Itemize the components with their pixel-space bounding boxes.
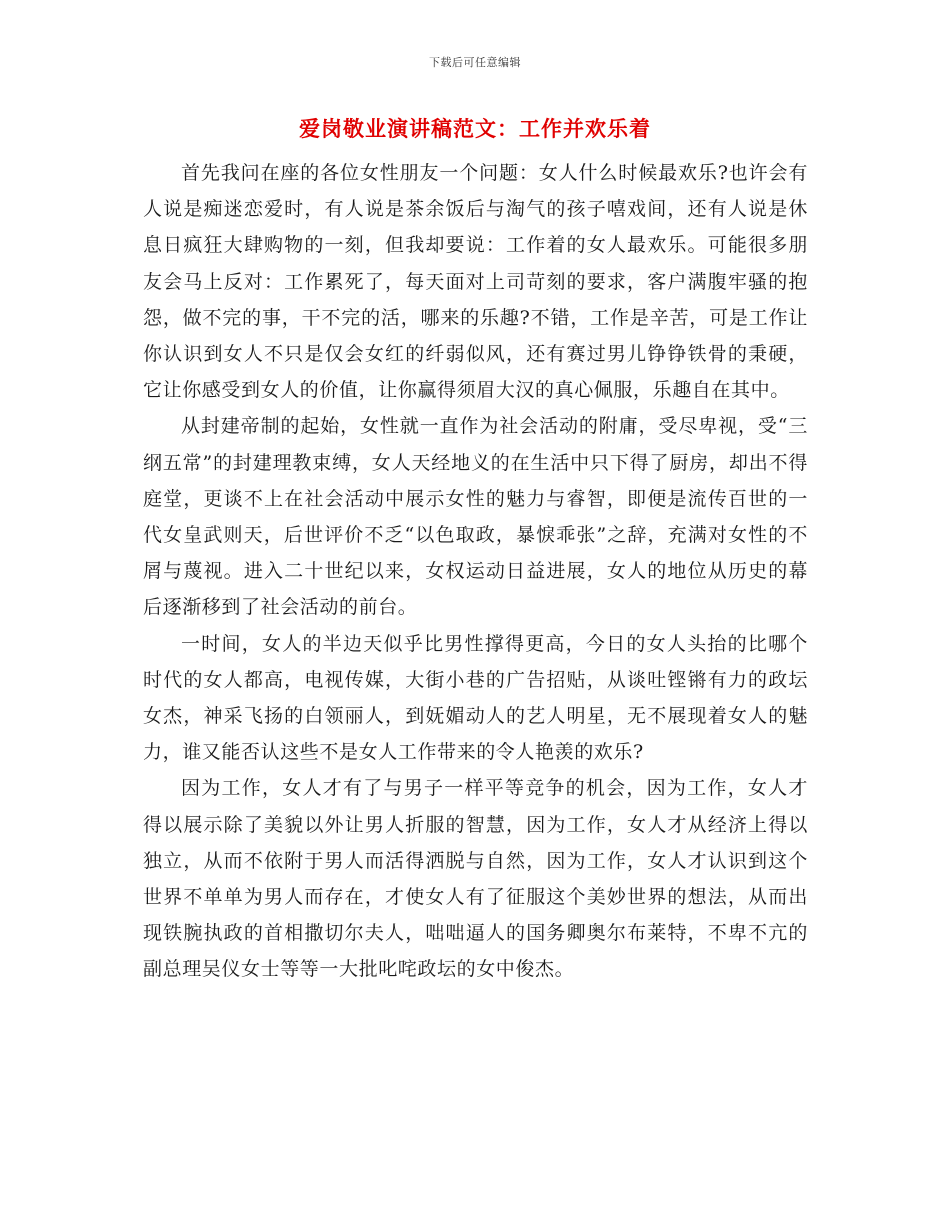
paragraph-4: 因为工作，女人才有了与男子一样平等竞争的机会，因为工作，女人才得以展示除了美貌以外让男人折服的智慧，因为工作，女人才从经济上得以独立，从而不依附于男人而活得洒脱与自然，因为工作，女人才认识到这个世界不单单为男人而存在，才使女人有了征服这个美妙世界的想法，从而出现铁腕执政的首相撒切尔夫人，咄咄逼人的国务卿奥尔布莱特，不卑不亢的副总理吴仪女士等等一大批叱咤政坛的女中俊杰。 <box>143 777 808 981</box>
document-body <box>143 155 808 988</box>
paragraph-1: 首先我问在座的各位女性朋友一个问题：女人什么时候最欢乐?也许会有人说是痴迷恋爱时，有人说是茶余饭后与淘气的孩子嘻戏间，还有人说是休息日疯狂大肆购物的一刻，但我却要说：工作着的女人最欢乐。可能很多朋友会马上反对：工作累死了，每天面对上司苛刻的要求，客户满腹牢骚的抱怨，做不完的事，干不完的活，哪来的乐趣?不错，工作是辛苦，可是工作让你认识到女人不只是仅会女红的纤弱似风，还有赛过男儿铮铮铁骨的秉硬，它让你感受到女人的价值，让你赢得须眉大汉的真心佩服，乐趣自在其中。 <box>143 162 808 402</box>
header-note: 下载后可任意编辑 <box>429 56 521 69</box>
document-title: 爱岗敬业演讲稿范文：工作并欢乐着 <box>299 116 651 141</box>
paragraph-3: 一时间，女人的半边天似乎比男性撑得更高，今日的女人头抬的比哪个时代的女人都高，电视传媒，大街小巷的广告招贴，从谈吐铿锵有力的政坛女杰，神采飞扬的白领丽人，到妩媚动人的艺人明星，无不展现着女人的魅力，谁又能否认这些不是女人工作带来的令人艳羡的欢乐? <box>143 632 808 764</box>
paragraph-2: 从封建帝制的起始，女性就一直作为社会活动的附庸，受尽卑视，受“三纲五常”的封建理教束缚，女人天经地义的在生活中只下得了厨房，却出不得庭堂，更谈不上在社会活动中展示女性的魅力与睿智，即便是流传百世的一代女皇武则天，后世评价不乏“以色取政，暴悷乖张”之辞，充满对女性的不屑与蔑视。进入二十世纪以来，女权运动日益进展，女人的地位从历史的幕后逐渐移到了社会活动的前台。 <box>143 415 808 619</box>
